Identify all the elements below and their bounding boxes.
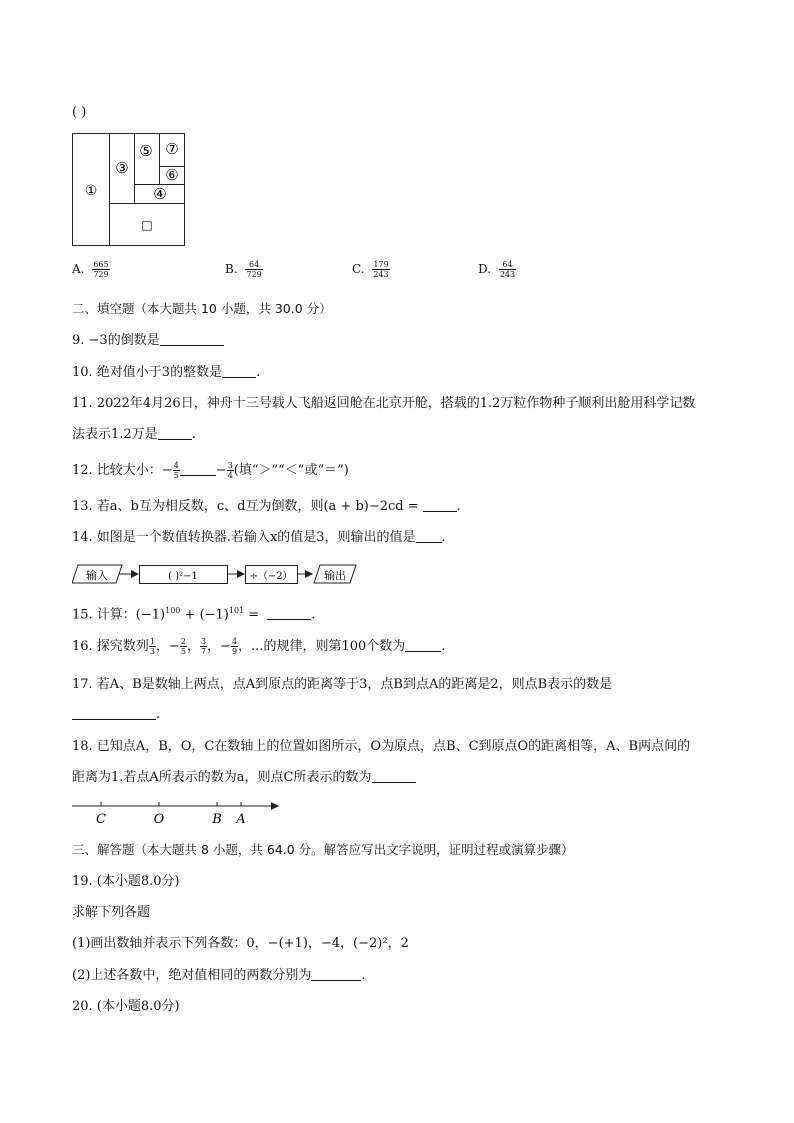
option-d: D. $\frac{64}{243}$ [478, 260, 516, 279]
question-13: 13. 若a、b互为相反数，c、d互为倒数，则(a + b)−2cd = . [72, 499, 461, 514]
question-19-head: 19. (本小题8.0分) [72, 874, 180, 889]
region-3-label: ③ [115, 159, 129, 177]
region-1-label: ① [84, 183, 98, 199]
question-11-line2: 法表示1.2万是 . [72, 427, 196, 442]
question-10: 10. 绝对值小于3的整数是 . [72, 365, 261, 380]
option-b: B. $\frac{64}{729}$ [225, 260, 262, 279]
flow-input-label: 输入 [86, 569, 108, 582]
question-19-part2: (2)上述各数中，绝对值相同的两数分别为 . [72, 968, 366, 983]
section-2-title: 二、填空题（本大题共 10 小题，共 30.0 分） [72, 301, 332, 316]
flow-output-label: 输出 [324, 569, 346, 582]
question-19-part1: (1)画出数轴并表示下列各数：0，−(+1)，−4，(−2)²，2 [72, 936, 409, 951]
option-a: A. $\frac{665}{729}$ [72, 260, 109, 279]
question-18-line1: 18. 已知点A，B，O，C在数轴上的位置如图所示，O为原点，点B、C到原点O的距离相等，A、B两点间的 [72, 739, 691, 754]
region-7-label: ⑦ [165, 140, 179, 158]
point-o-label: O [153, 812, 165, 827]
region-6-label: ⑥ [165, 166, 179, 184]
flow-box1-label: ( )²−1 [168, 571, 198, 582]
option-c: C. $\frac{179}{243}$ [352, 260, 389, 279]
question-18-line2: 距离为1.若点A所表示的数为a，则点C所表示的数为 [72, 769, 416, 787]
question-17-line2: . [72, 706, 160, 724]
square-partition-figure [72, 133, 187, 247]
point-b-label: B [212, 812, 222, 827]
question-14: 14. 如图是一个数值转换器.若输入x的值是3，则输出的值是 . [72, 530, 446, 545]
question-19-intro: 求解下列各题 [72, 905, 151, 920]
question-9: 9. −3的倒数是 [72, 332, 224, 350]
question-17-line1: 17. 若A、B是数轴上两点，点A到原点的距离等于3，点B到点A的距离是2，则点B表示的数是 [72, 677, 613, 692]
region-2-label: □ [141, 218, 153, 232]
section-3-title: 三、解答题（本大题共 8 小题，共 64.0 分。解答应写出文字说明，证明过程或演算步骤） [72, 842, 574, 857]
question-20-head: 20. (本小题8.0分) [72, 999, 180, 1014]
point-a-label: A [236, 812, 246, 827]
question-12: 12. 比较大小：− $\frac{4}{5}$ − $\frac{3}{4}$ (填“＞”“＜”或“＝”) [72, 461, 349, 480]
number-line-figure [72, 798, 286, 828]
question-15: 15. 计算：$(-1)^{100} + (-1)^{101}$ = . [72, 606, 316, 623]
question-8-paren: ( ) [72, 105, 87, 120]
point-c-label: C [96, 812, 106, 827]
region-5-label: ⑤ [139, 142, 153, 160]
region-4-label: ④ [153, 185, 167, 203]
flow-box2-label: ÷（−2） [249, 571, 293, 582]
question-11-line1: 11. 2022年4月26日，神舟十三号载人飞船返回舱在北京开舱，搭载的1.2万粒作物种子顺利出舱用科学记数 [72, 396, 696, 411]
number-converter-flow [72, 562, 362, 588]
question-16: 16. 探究数列 $\frac{1}{3}$ ，− $\frac{2}{5}$ ， $\frac{3}{7}$ ，− $\frac{4}{9}$ ，...的规律，则第100个数为 . [72, 637, 446, 656]
